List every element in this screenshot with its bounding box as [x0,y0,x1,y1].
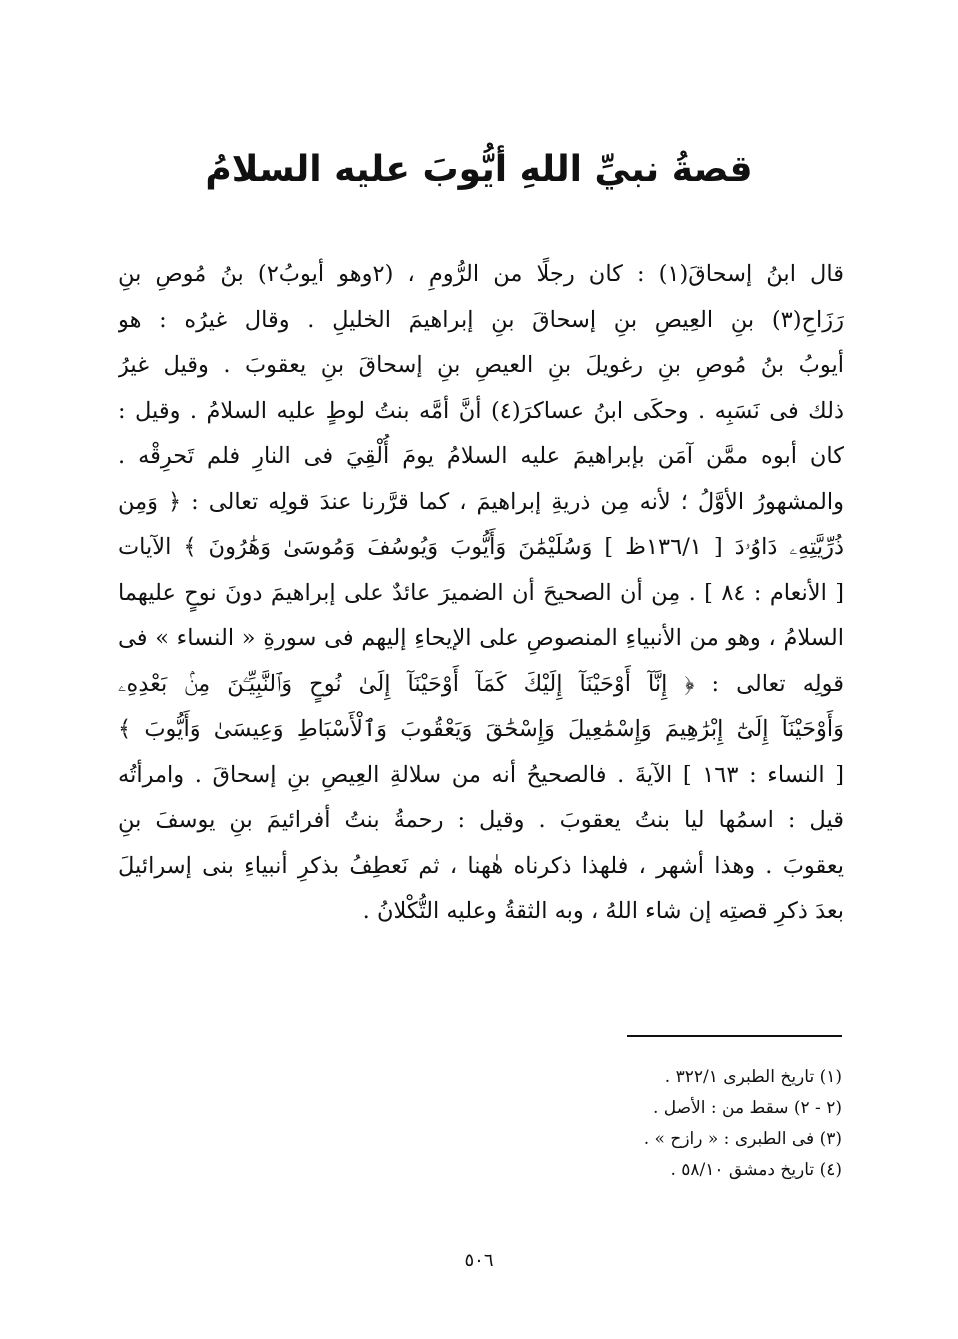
body-line: قال ابنُ إسحاقَ(١) : كان رجلًا من الرُّومِ ، (٢وهو أيوبُ٢) بنُ مُوصِ بنِ [118,261,844,287]
body-line: ذلك فى نَسَبِه . وحكَى ابنُ عساكرَ(٤) أنَّ أمَّه بنتُ لوطٍ عليه السلامُ . وقيل : [118,397,844,424]
body-line: رَزَاحِ(٣) بنِ العِيصِ بنِ إسحاقَ بنِ إبراهيمَ الخليلِ . وقال غيرُه : هو [118,306,844,333]
body-line: ذُرِّيَّتِهِۦ دَاوُۥدَ [ ١٣٦/١ظ ] وَسُلَيْمَٰنَ وَأَيُّوبَ وَيُوسُفَ وَمُوسَىٰ وَهَٰرُونَ ﴾ الآيات [118,534,844,560]
footnote-divider [627,1035,842,1037]
body-paragraph [118,252,844,935]
body-line: يعقوبَ . وهذا أشهر ، فلهذا ذكرناه هٰهنا ، ثم نَعطِفُ بذكرِ أنبياءِ بنى إسرائيلَ [118,852,844,879]
footnote: (٤) تاريخ دمشق ٥٨/١٠ . [670,1160,842,1180]
body-line: بعدَ ذكرِ قصتِه إن شاء اللهُ ، وبه الثقةُ وعليه التُّكْلانُ . [362,898,844,924]
footnote: (٣) فى الطبرى : « رازح » . [643,1129,842,1149]
body-line: والمشهورُ الأوَّلُ ؛ لأنه مِن ذريةِ إبراهيمَ ، كما قرَّرنا عندَ قولِه تعالى : ﴿ وَمِن [118,488,844,515]
footnotes [422,1062,842,1186]
chapter-title: قصةُ نبيِّ اللهِ أيُّوبَ عليه السلامُ [205,149,753,190]
body-line: السلامُ ، وهو من الأنبياءِ المنصوصِ على الإيحاءِ إليهم فى سورةِ « النساء » فى [118,625,844,651]
body-line: قيل : اسمُها ليا بنتُ يعقوبَ . وقيل : رحمةُ بنتُ أفرائيمَ بنِ يوسفَ بنِ [118,807,844,833]
footnote: (٢ - ٢) سقط من : الأصل . [652,1098,842,1118]
body-line: [ الأنعام : ٨٤ ] . مِن أن الصحيحَ أن الضميرَ عائدٌ على إبراهيمَ دونَ نوحٍ عليهما [118,579,844,606]
body-line: قولِه تعالى : ﴿ إِنَّآ أَوْحَيْنَآ إِلَيْكَ كَمَآ أَوْحَيْنَآ إِلَىٰ نُوحٍ وَٱلنَّبِيِّـۧنَ مِنۢ بَعْدِهِۦ [118,670,844,697]
footnote: (١) تاريخ الطبرى ٣٢٢/١ . [664,1067,842,1087]
body-line: وَأَوْحَيْنَآ إِلَىٰٓ إِبْرَٰهِيمَ وَإِسْمَٰعِيلَ وَإِسْحَٰقَ وَيَعْقُوبَ وَٱلْأَسْبَاطِ وَعِيسَىٰ وَأَيُّوبَ ﴾ [118,716,844,742]
page-number: ٥٠٦ [464,1250,494,1271]
body-line: أيوبُ بنُ مُوصِ بنِ رغويلَ بنِ العيصِ بنِ إسحاقَ بنِ يعقوبَ . وقيل غيرُ [118,352,844,378]
body-line: كان أبوه ممَّن آمَن بإبراهيمَ عليه السلامُ يومَ أُلْقِيَ فى النارِ فلم تَحرِقْه . [118,443,844,469]
body-line: [ النساء : ١٦٣ ] الآيةَ . فالصحيحُ أنه من سلالةِ العِيصِ بنِ إسحاقَ . وامرأتُه [118,761,844,788]
